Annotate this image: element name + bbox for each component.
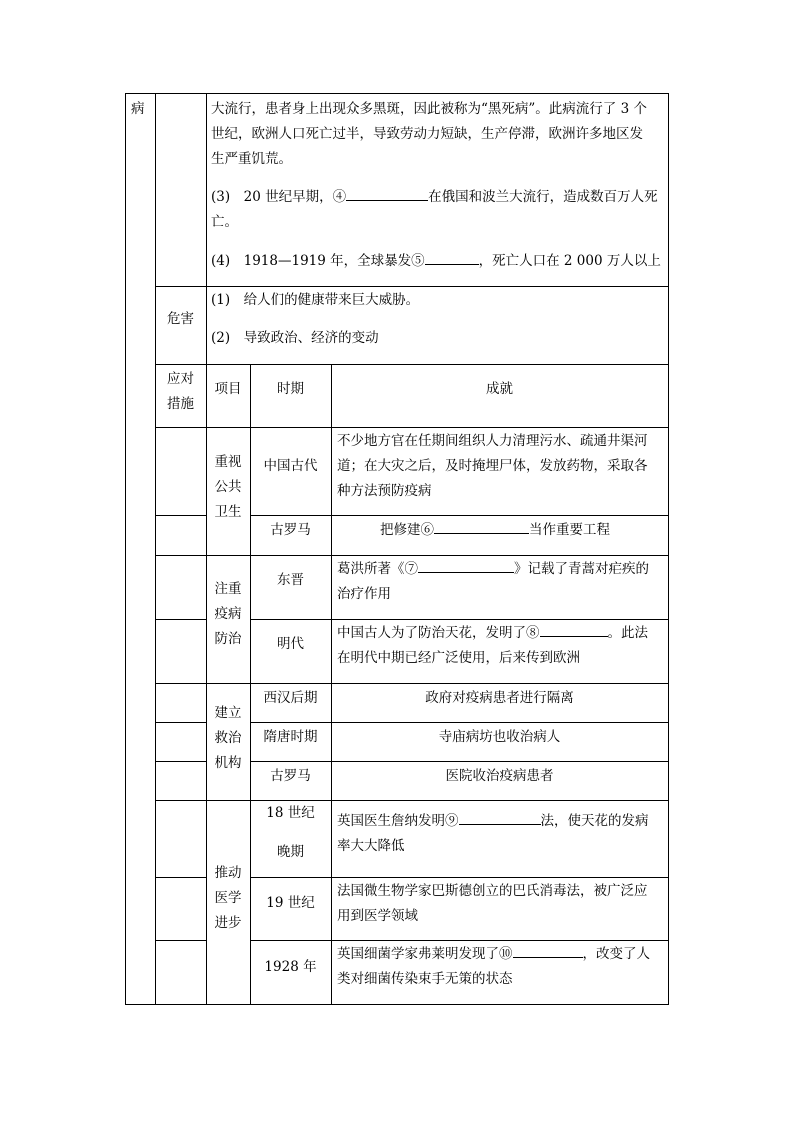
table-border-right [668,93,669,1005]
text-line: 生严重饥荒。 [211,151,292,167]
row-achievement [337,809,649,834]
answer-blank-8[interactable] [540,622,608,637]
row-period: 古罗马 [270,522,311,538]
harm-item-2: (2) 导致政治、经济的变动 [211,330,379,346]
row-text: 把修建⑥ [380,522,434,538]
row-text: 英国医生詹纳发明⑨ [337,813,459,829]
harm-label: 危害 [167,311,194,327]
table-rule [155,427,668,428]
disease-label: 病 [131,101,145,117]
table-rule [155,800,668,801]
group-label: 卫生 [214,504,242,520]
text-line: 亡。 [211,214,238,230]
item-3-text: (3) 20 世纪早期，④ [211,189,347,205]
row-period: 中国古代 [263,458,318,474]
table-rule [250,761,668,762]
row-achievement: 道；在大灾之后，及时掩埋尸体，发放药物，采取各 [337,458,648,474]
row-achievement [380,518,610,543]
table-rule [250,722,668,723]
answer-blank-10[interactable] [513,943,583,958]
table-rule [155,761,206,762]
row-achievement [337,557,649,582]
row-text: 。此法 [607,625,648,641]
group-label: 建立 [214,705,242,721]
table-rule [155,93,156,1005]
group-label: 医学 [214,890,242,906]
row-achievement [337,942,650,967]
row-text: 英国细菌学家弗莱明发现了⑩ [337,946,513,962]
answer-blank-7[interactable] [418,558,514,573]
column-header-period: 时期 [277,381,304,397]
row-period: 18 世纪 [266,805,315,821]
row-period: 晚期 [277,844,304,860]
table-border-left [125,93,126,1005]
row-text: 法，使天花的发病 [540,813,649,829]
table-rule [155,722,206,723]
table-rule [155,619,206,620]
item-4-text: ，死亡人口在 2 000 万人以上 [478,253,661,269]
column-header-item: 项目 [214,381,242,397]
harm-item-1: (1) 给人们的健康带来巨大威胁。 [211,292,420,308]
row-achievement: 治疗作用 [337,586,391,602]
measures-label: 措施 [167,396,194,412]
table-rule [250,940,668,941]
row-achievement: 在明代中期已经广泛使用，后来传到欧洲 [337,650,580,666]
group-label: 救治 [214,730,242,746]
group-label: 公共 [214,479,242,495]
row-text: 葛洪所著《⑦ [337,561,418,577]
column-header-achievement: 成就 [486,381,513,397]
table-rule [331,364,332,1005]
row-period: 西汉后期 [263,690,318,706]
row-achievement: 率大大降低 [337,838,405,854]
table-rule [155,877,206,878]
table-rule [155,364,668,365]
answer-blank-9[interactable] [459,810,541,825]
item-4-text: (4) 1918—1919 年，全球暴发⑤ [211,253,425,269]
table-rule [155,555,668,556]
group-label: 注重 [214,581,242,597]
group-label: 防治 [214,631,242,647]
row-text: 中国古人为了防治天花，发明了⑧ [337,625,540,641]
row-period: 古罗马 [270,768,311,784]
item-3 [211,185,658,210]
row-achievement: 法国微生物学家巴斯德创立的巴氏消毒法，被广泛应 [337,883,648,899]
group-label: 疫病 [214,606,242,622]
table-rule [155,683,668,684]
row-achievement: 医院收治疫病患者 [445,768,554,784]
row-achievement: 用到医学领域 [337,908,418,924]
group-label: 推动 [214,865,242,881]
table-rule [250,619,668,620]
row-achievement: 寺庙病坊也收治病人 [438,729,561,745]
group-label: 机构 [214,755,242,771]
row-text: 当作重要工程 [529,522,610,538]
row-text: 》记载了青蒿对疟疾的 [514,561,649,577]
row-achievement: 类对细菌传染束手无策的状态 [337,971,513,987]
row-achievement: 政府对疫病患者进行隔离 [425,690,574,706]
row-text: ，改变了人 [582,946,650,962]
row-period: 19 世纪 [266,895,315,911]
row-achievement: 不少地方官在任期间组织人力清理污水、疏通井渠河 [337,433,648,449]
measures-label: 应对 [167,371,194,387]
row-period: 东晋 [277,572,304,588]
table-rule [250,515,668,516]
group-label: 进步 [214,915,242,931]
answer-blank-4[interactable] [346,186,428,201]
text-line: 大流行，患者身上出现众多黑斑，因此被称为“黑死病”。此病流行了 3 个 [211,101,647,117]
row-achievement [337,621,648,646]
item-4 [211,249,661,274]
table-rule [155,515,206,516]
answer-blank-6[interactable] [434,519,529,534]
item-3-text: 在俄国和波兰大流行，造成数百万人死 [428,189,658,205]
table-rule [155,940,206,941]
group-label: 重视 [214,454,242,470]
text-line: 世纪，欧洲人口死亡过半，导致劳动力短缺，生产停滞，欧洲许多地区发 [211,126,643,142]
row-period: 明代 [277,636,304,652]
row-achievement: 种方法预防疫病 [337,483,432,499]
row-period: 1928 年 [264,959,317,975]
table-rule [155,286,668,287]
answer-blank-5[interactable] [425,250,479,265]
table-rule [250,877,668,878]
row-period: 隋唐时期 [263,729,318,745]
